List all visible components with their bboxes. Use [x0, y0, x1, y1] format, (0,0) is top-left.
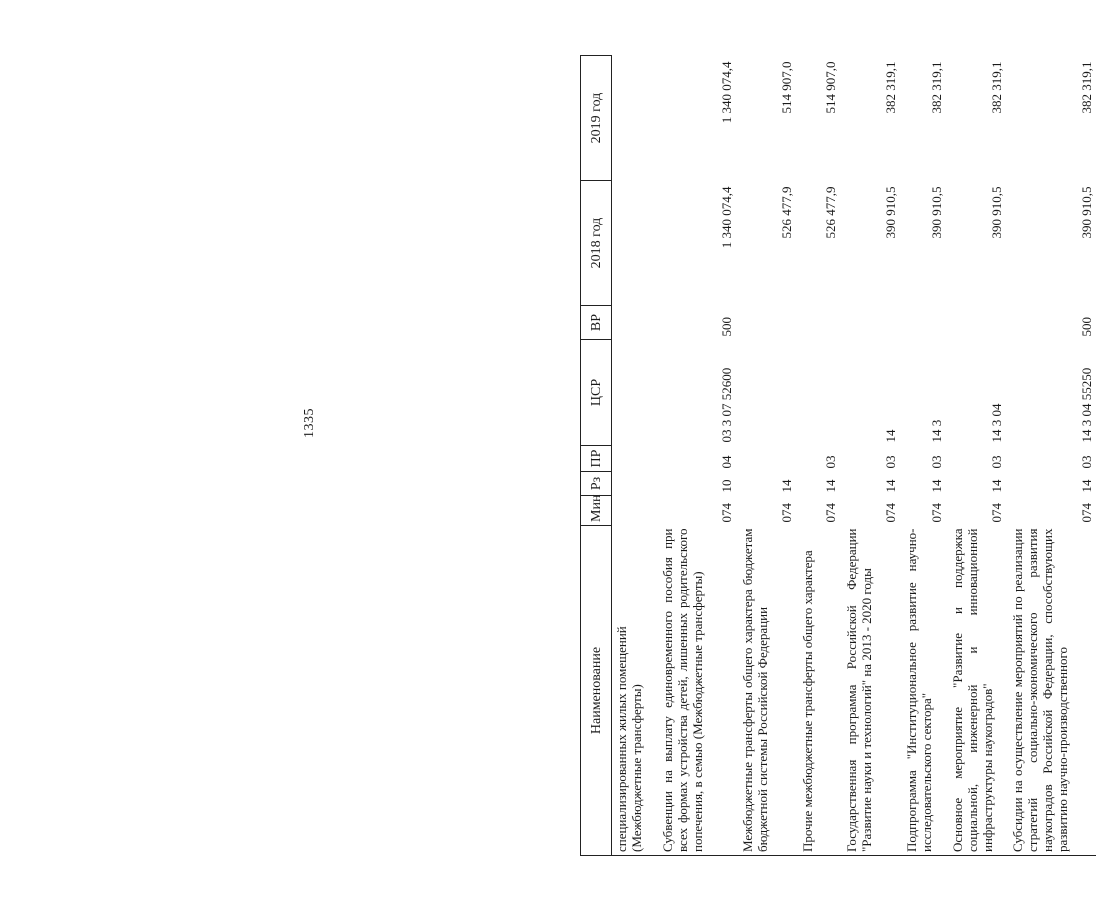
row-pr: 03: [988, 455, 1004, 469]
row-csr: 14 3 04 55250: [1078, 367, 1094, 443]
row-csr: 14 3: [928, 419, 944, 443]
row-min: 074: [822, 503, 838, 523]
row-rz: 10: [718, 479, 734, 493]
row-vr: [796, 306, 840, 340]
row-rz: 14: [778, 479, 794, 493]
row-2018: 390 910,5: [882, 186, 898, 239]
row-rz: 14: [928, 479, 944, 493]
row-rz: 14: [822, 479, 838, 493]
row-name: Государственная программа Российской Федерации "Развитие науки и технологий" на 2013 - 2020 годы: [840, 526, 900, 856]
row-min: [612, 496, 656, 526]
row-2019: 514 907,0: [778, 61, 794, 114]
row-vr: 500: [718, 317, 734, 337]
header-name: Наименование: [581, 526, 612, 856]
page-number: 1335: [302, 408, 317, 438]
row-name: специализированных жилых помещений (Межбюджетные трансферты): [612, 526, 656, 856]
row-2018: 526 477,9: [822, 186, 838, 239]
table-header: [581, 56, 612, 856]
row-name: Субсидии на осуществление мероприятий по реализации стратегий социально-экономического развития наукоградов Российской Федерации, способствующих развитию научно-производственного: [1006, 526, 1096, 856]
table-row: [900, 56, 946, 856]
row-vr: [840, 306, 900, 340]
row-pr: 03: [928, 455, 944, 469]
row-pr: 03: [1078, 455, 1094, 469]
row-csr: [612, 340, 656, 446]
budget-table: [580, 55, 1096, 856]
row-2019: [612, 56, 656, 181]
table-row: [946, 56, 1006, 856]
row-name: Субвенции на выплату единовременного пособия при всех формах устройства детей, лишенных родительского попечения, в семью (Межбюджетные трансферты): [656, 526, 736, 856]
row-min: 074: [718, 503, 734, 523]
table-row: [1006, 56, 1096, 856]
budget-table-rotated: [580, 56, 1110, 856]
row-pr: [736, 446, 796, 472]
row-vr: [900, 306, 946, 340]
table-row: [612, 56, 656, 856]
row-rz: 14: [882, 479, 898, 493]
row-2018: 390 910,5: [928, 186, 944, 239]
table-body: [612, 56, 1096, 856]
header-csr: ЦСР: [581, 340, 612, 446]
row-rz: 14: [988, 479, 1004, 493]
row-name: Прочие межбюджетные трансферты общего характера: [796, 526, 840, 856]
row-2018: 526 477,9: [778, 186, 794, 239]
table-row: [736, 56, 796, 856]
row-2018: 390 910,5: [988, 186, 1004, 239]
row-min: 074: [1078, 503, 1094, 523]
table-row: [796, 56, 840, 856]
row-pr: 04: [718, 455, 734, 469]
row-2018: 390 910,5: [1078, 186, 1094, 239]
header-vr: ВР: [581, 306, 612, 340]
row-csr: 03 3 07 52600: [718, 367, 734, 443]
header-2019: 2019 год: [581, 56, 612, 181]
row-pr: 03: [882, 455, 898, 469]
row-min: 074: [928, 503, 944, 523]
row-vr: [612, 306, 656, 340]
row-vr: 500: [1078, 317, 1094, 337]
row-vr: [946, 306, 1006, 340]
row-csr: 14 3 04: [988, 403, 1004, 443]
row-pr: [612, 446, 656, 472]
row-vr: [736, 306, 796, 340]
table-row: [840, 56, 900, 856]
row-2019: 1 340 074,4: [718, 61, 734, 124]
row-2018: [612, 181, 656, 306]
row-csr: 14: [882, 429, 898, 443]
row-name: Основное мероприятие "Развитие и поддержка социальной, инженерной и инновационной инфраструктуры наукоградов": [946, 526, 1006, 856]
row-2019: 514 907,0: [822, 61, 838, 114]
row-2019: 382 319,1: [1078, 61, 1094, 114]
row-min: 074: [882, 503, 898, 523]
header-2018: 2018 год: [581, 181, 612, 306]
row-csr: [736, 340, 796, 446]
row-min: 074: [988, 503, 1004, 523]
row-csr: [796, 340, 840, 446]
row-rz: 14: [1078, 479, 1094, 493]
row-2019: 382 319,1: [928, 61, 944, 114]
row-rz: [612, 472, 656, 496]
header-pr: ПР: [581, 446, 612, 472]
header-rz: Рз: [581, 472, 612, 496]
table-row: [656, 56, 736, 856]
header-min: Мин: [581, 496, 612, 526]
row-pr: 03: [822, 455, 838, 469]
row-2019: 382 319,1: [988, 61, 1004, 114]
row-name: Подпрограмма "Институциональное развитие научно-исследовательского сектора": [900, 526, 946, 856]
row-name: Межбюджетные трансферты общего характера бюджетам бюджетной системы Российской Федерации: [736, 526, 796, 856]
row-2019: 382 319,1: [882, 61, 898, 114]
row-min: 074: [778, 503, 794, 523]
row-2018: 1 340 074,4: [718, 186, 734, 249]
